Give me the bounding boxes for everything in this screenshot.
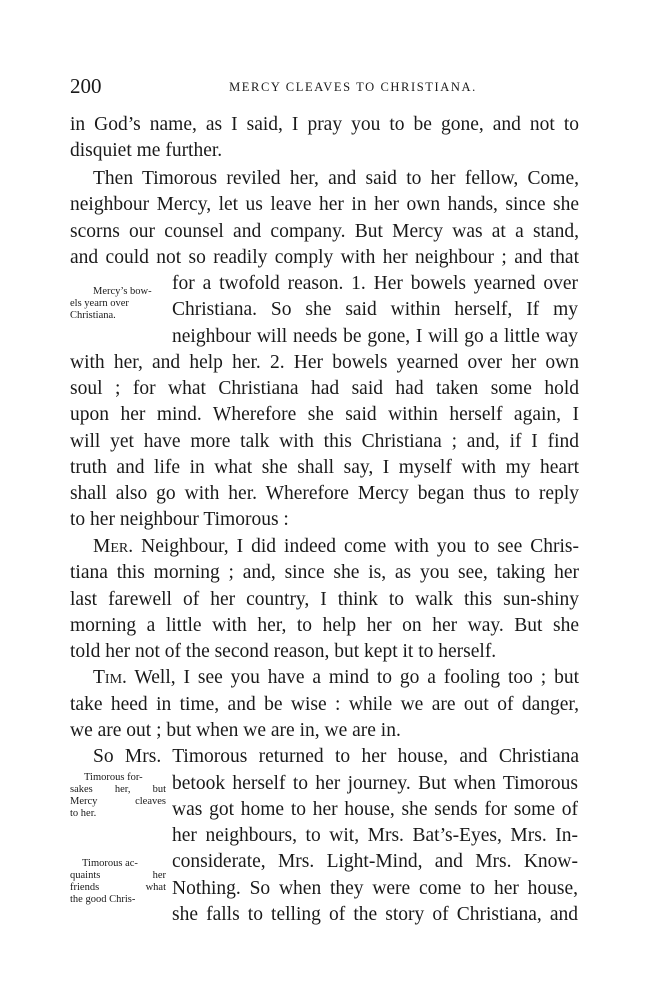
text-line: neighbour will needs be gone, I will go a little way xyxy=(172,326,578,347)
text-line: neighbour Mercy, let us leave her in her own hands, since she xyxy=(70,194,579,215)
speech-text: Neighbour, I did indeed come with you to see Chris- xyxy=(133,536,579,557)
speaker-mercy: Mer. xyxy=(93,536,134,557)
text-line: Then Timorous reviled her, and said to her fellow, Come, xyxy=(93,168,579,189)
speech-text: Well, I see you have a mind to go a fooling too ; but xyxy=(126,667,579,688)
text-line: to her neighbour Timorous : xyxy=(70,509,289,530)
text-line: told her not of the second reason, but kept it to herself. xyxy=(70,641,497,662)
text-line: in God’s name, as I said, I pray you to be gone, and not to xyxy=(70,114,579,135)
running-title: MERCY CLEAVES TO CHRISTIANA. xyxy=(229,80,477,94)
text-line: disquiet me further. xyxy=(70,140,223,161)
text-line: So Mrs. Timorous returned to her house, and Christiana xyxy=(93,746,579,767)
text-line: Christiana. So she said within herself, If my xyxy=(172,299,578,320)
speaker-timorous: Tim. xyxy=(93,667,127,688)
text-line-mercy xyxy=(93,534,579,560)
text-line: was got home to her house, she sends for some of xyxy=(172,799,578,820)
page-number: 200 xyxy=(70,74,102,98)
text-line: tiana this morning ; and, since she is, as you see, taking her xyxy=(70,562,579,583)
text-line: we are out ; but when we are in, we are in. xyxy=(70,720,401,741)
text-line-timorous xyxy=(93,665,579,691)
text-line: with her, and help her. 2. Her bowels yearned over her own xyxy=(70,352,579,373)
page-header xyxy=(70,74,580,98)
text-line: considerate, Mrs. Light-Mind, and Mrs. Know- xyxy=(172,851,578,872)
text-line: for a twofold reason. 1. Her bowels yearned over xyxy=(172,273,578,294)
text-line: truth and life in what she shall say, I myself with my heart xyxy=(70,457,579,478)
text-line: she falls to telling of the story of Christiana, and xyxy=(172,904,578,925)
text-line: betook herself to her journey. But when Timorous xyxy=(172,773,578,794)
text-line: soul ; for what Christiana had said had taken some hold xyxy=(70,378,579,399)
text-line: upon her mind. Wherefore she said within herself again, I xyxy=(70,404,579,425)
text-line: will yet have more talk with this Christiana ; and, if I find xyxy=(70,431,579,452)
text-line: take heed in time, and be wise : while we are out of danger, xyxy=(70,694,579,715)
text-line: morning a little with her, to help her on her way. But she xyxy=(70,615,579,636)
text-line: last farewell of her country, I think to walk this sun-shiny xyxy=(70,589,579,610)
text-line: shall also go with her. Wherefore Mercy began thus to reply xyxy=(70,483,579,504)
text-line: scorns our counsel and company. But Mercy was at a stand, xyxy=(70,221,579,242)
text-line: and could not so readily comply with her neighbour ; and that xyxy=(70,247,579,268)
text-line: Nothing. So when they were come to her house, xyxy=(172,878,578,899)
text-line: her neighbours, to wit, Mrs. Bat’s-Eyes, Mrs. In- xyxy=(172,825,578,846)
